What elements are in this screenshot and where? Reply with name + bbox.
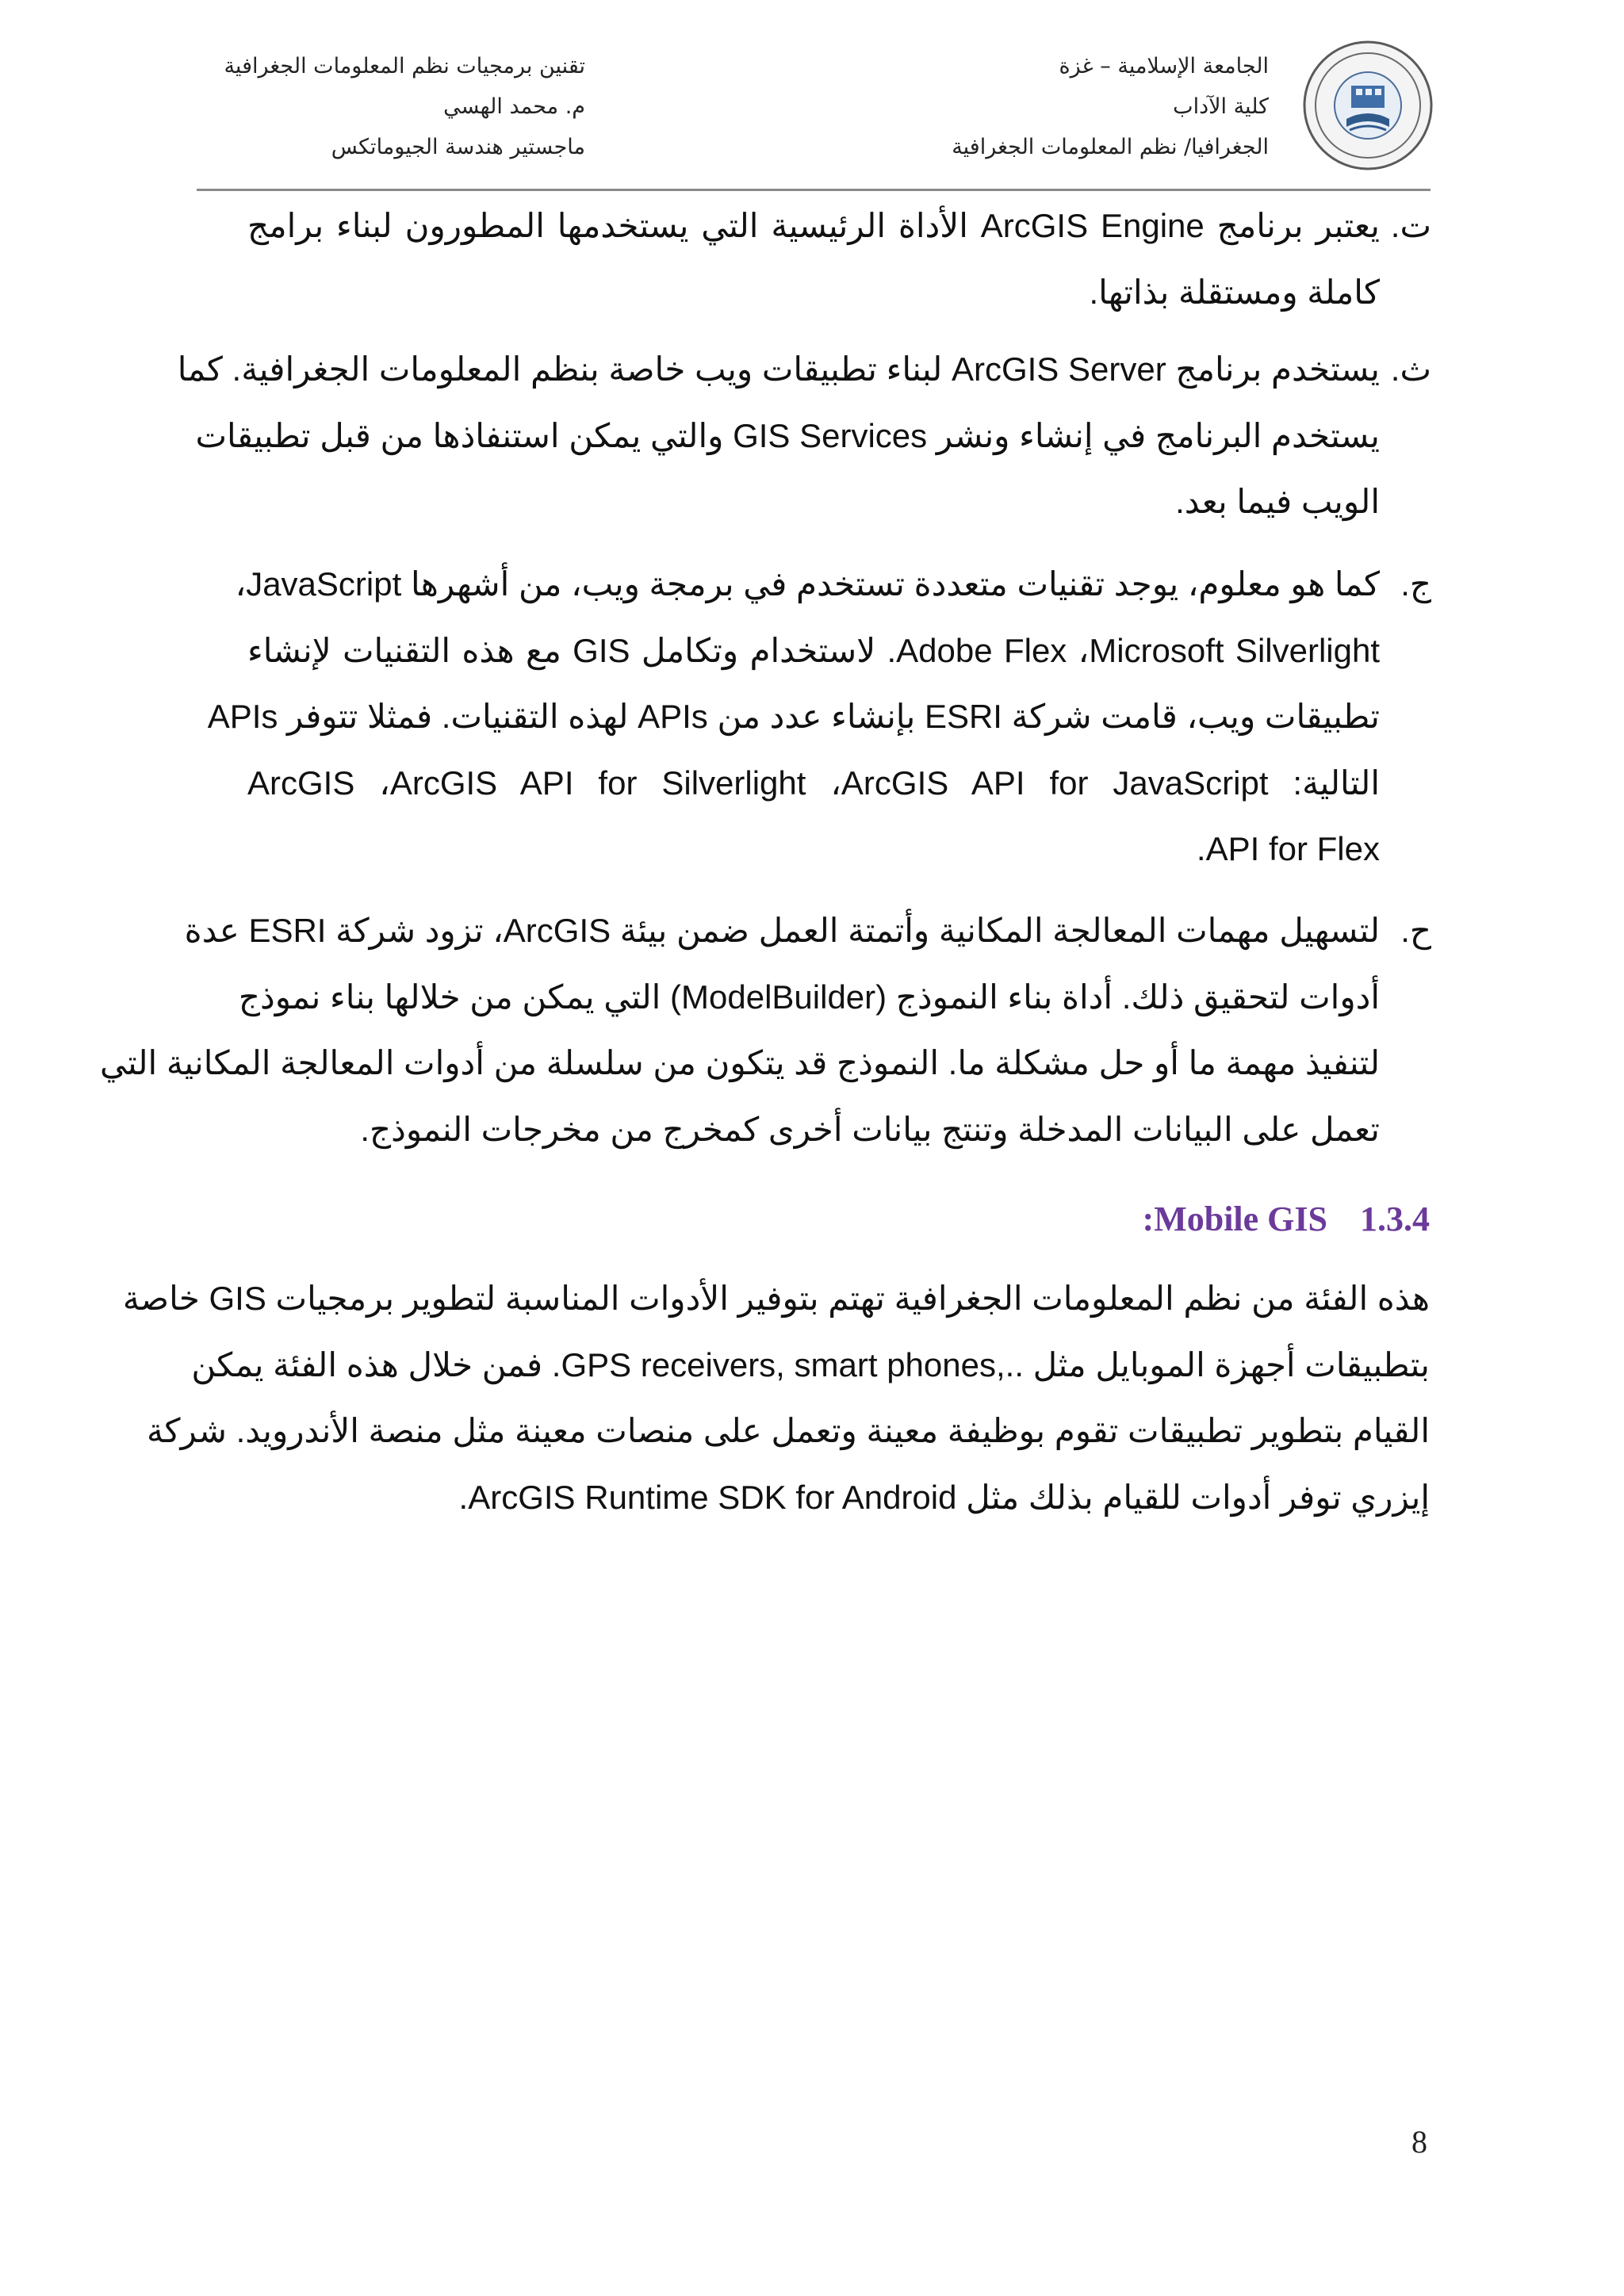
latin-term: ArcGIS [247,763,355,802]
page-number: 8 [1411,2124,1427,2160]
text-line: بتطبيقات أجهزة الموبايل مثل GPS receivers, smart phones,... فمن خلال هذه الفئة يمكن [191,1345,1430,1383]
latin-term: ArcGIS API for JavaScript [841,763,1269,802]
latin-term: APIs [638,698,708,735]
text-line: لتسهيل مهمات المعالجة المكانية وأتمتة العمل ضمن بيئة ArcGIS، تزود شركة ESRI عدة [184,912,1380,949]
text-line: يستخدم برنامج ArcGIS Server لبناء تطبيقات ويب خاصة بنظم المعلومات الجغرافية. كما [177,350,1380,388]
header-program: ماجستير هندسة الجيوماتكس [331,135,585,159]
latin-term: (ModelBuilder) [670,978,887,1016]
list-item [100,897,1431,1162]
text-line: هذه الفئة من نظم المعلومات الجغرافية تهتم بتوفير الأدوات المناسبة لتطوير برمجيات GIS خاصة [122,1280,1430,1317]
text-line: API for Flex. [1196,830,1380,867]
text-line: الويب فيما بعد. [1175,483,1380,520]
latin-term: GIS [573,631,630,669]
text-line: تطبيقات ويب، قامت شركة ESRI بإنشاء عدد من APIs لهذه التقنيات. فمثلا تتوفر APIs [207,698,1380,735]
latin-term: Adobe Flex [896,631,1067,669]
header-divider [197,189,1431,191]
list-marker: ت. [1390,207,1431,244]
header-course-block [141,46,585,167]
latin-term: ESRI [248,912,327,949]
latin-term: ArcGIS [503,912,611,949]
text-line: تعمل على البيانات المدخلة وتنتج بيانات أخرى كمخرج من مخرجات النموذج. [360,1110,1380,1148]
latin-term: ArcGIS Runtime SDK for Android [468,1478,957,1516]
latin-term: ArcGIS API for Silverlight [389,763,806,802]
latin-term: ArcGIS Engine [980,207,1205,244]
list-marker: ح. [1400,912,1431,949]
latin-term: Microsoft Silverlight [1089,631,1380,669]
list-marker: ج. [1400,565,1431,603]
section-title: :Mobile GIS [1142,1200,1327,1238]
text-line: كما هو معلوم، يوجد تقنيات متعددة تستخدم في برمجة ويب، من أشهرها JavaScript، [235,565,1380,603]
latin-term: GPS receivers, smart phones,.. [561,1345,1024,1383]
list-marker: ث. [1390,350,1431,388]
list-item [207,551,1431,882]
latin-term: GIS Services [733,416,928,454]
header-department: الجغرافيا/ نظم المعلومات الجغرافية [952,135,1269,159]
latin-term: JavaScript [246,565,402,603]
mobile-gis-paragraph [122,1265,1430,1530]
latin-term: API for Flex [1205,830,1380,867]
header-university-block [793,46,1269,167]
header-course-title: تقنين برمجيات نظم المعلومات الجغرافية [224,54,585,78]
latin-term: ArcGIS Server [951,350,1166,388]
text-line: لتنفيذ مهمة ما أو حل مشكلة ما. النموذج قد يتكون من سلسلة من أدوات المعالجة المكانية التي [100,1044,1380,1081]
header-university-name: الجامعة الإسلامية – غزة [1059,54,1269,78]
university-seal-logo [1302,40,1434,171]
text-line: يعتبر برنامج ArcGIS Engine الأداة الرئيسية التي يستخدمها المطورون لبناء برامج [247,207,1380,244]
text-line: يستخدم البرنامج في إنشاء ونشر GIS Services والتي يمكن استنفاذها من قبل تطبيقات [195,416,1380,454]
list-item [247,193,1431,325]
text-line: Microsoft Silverlight، Adobe Flex. لاستخدام وتكامل GIS مع هذه التقنيات لإنشاء [247,631,1380,669]
text-line: كاملة ومستقلة بذاتها. [1089,273,1380,311]
text-line: أدوات لتحقيق ذلك. أداة بناء النموذج (ModelBuilder) التي يمكن من خلالها بناء نموذج [238,978,1380,1016]
list-item [177,336,1431,535]
text-line: القيام بتطوير تطبيقات تقوم بوظيفة معينة وتعمل على منصات معينة مثل منصة الأندرويد. شركة [147,1412,1430,1449]
text-line: التالية: ArcGIS API for JavaScript، ArcGIS API for Silverlight، ArcGIS [247,763,1380,802]
latin-term: GIS [209,1280,266,1317]
section-heading [1143,1199,1430,1239]
header-instructor: م. محمد الهسي [443,94,585,119]
text-line: إيزري توفر أدوات للقيام بذلك مثل ArcGIS Runtime SDK for Android. [458,1478,1430,1516]
latin-term: ESRI [924,698,1002,735]
header-faculty: كلية الآداب [1173,94,1269,119]
section-number: 1.3.4 [1360,1200,1430,1238]
latin-term: APIs [207,698,278,735]
